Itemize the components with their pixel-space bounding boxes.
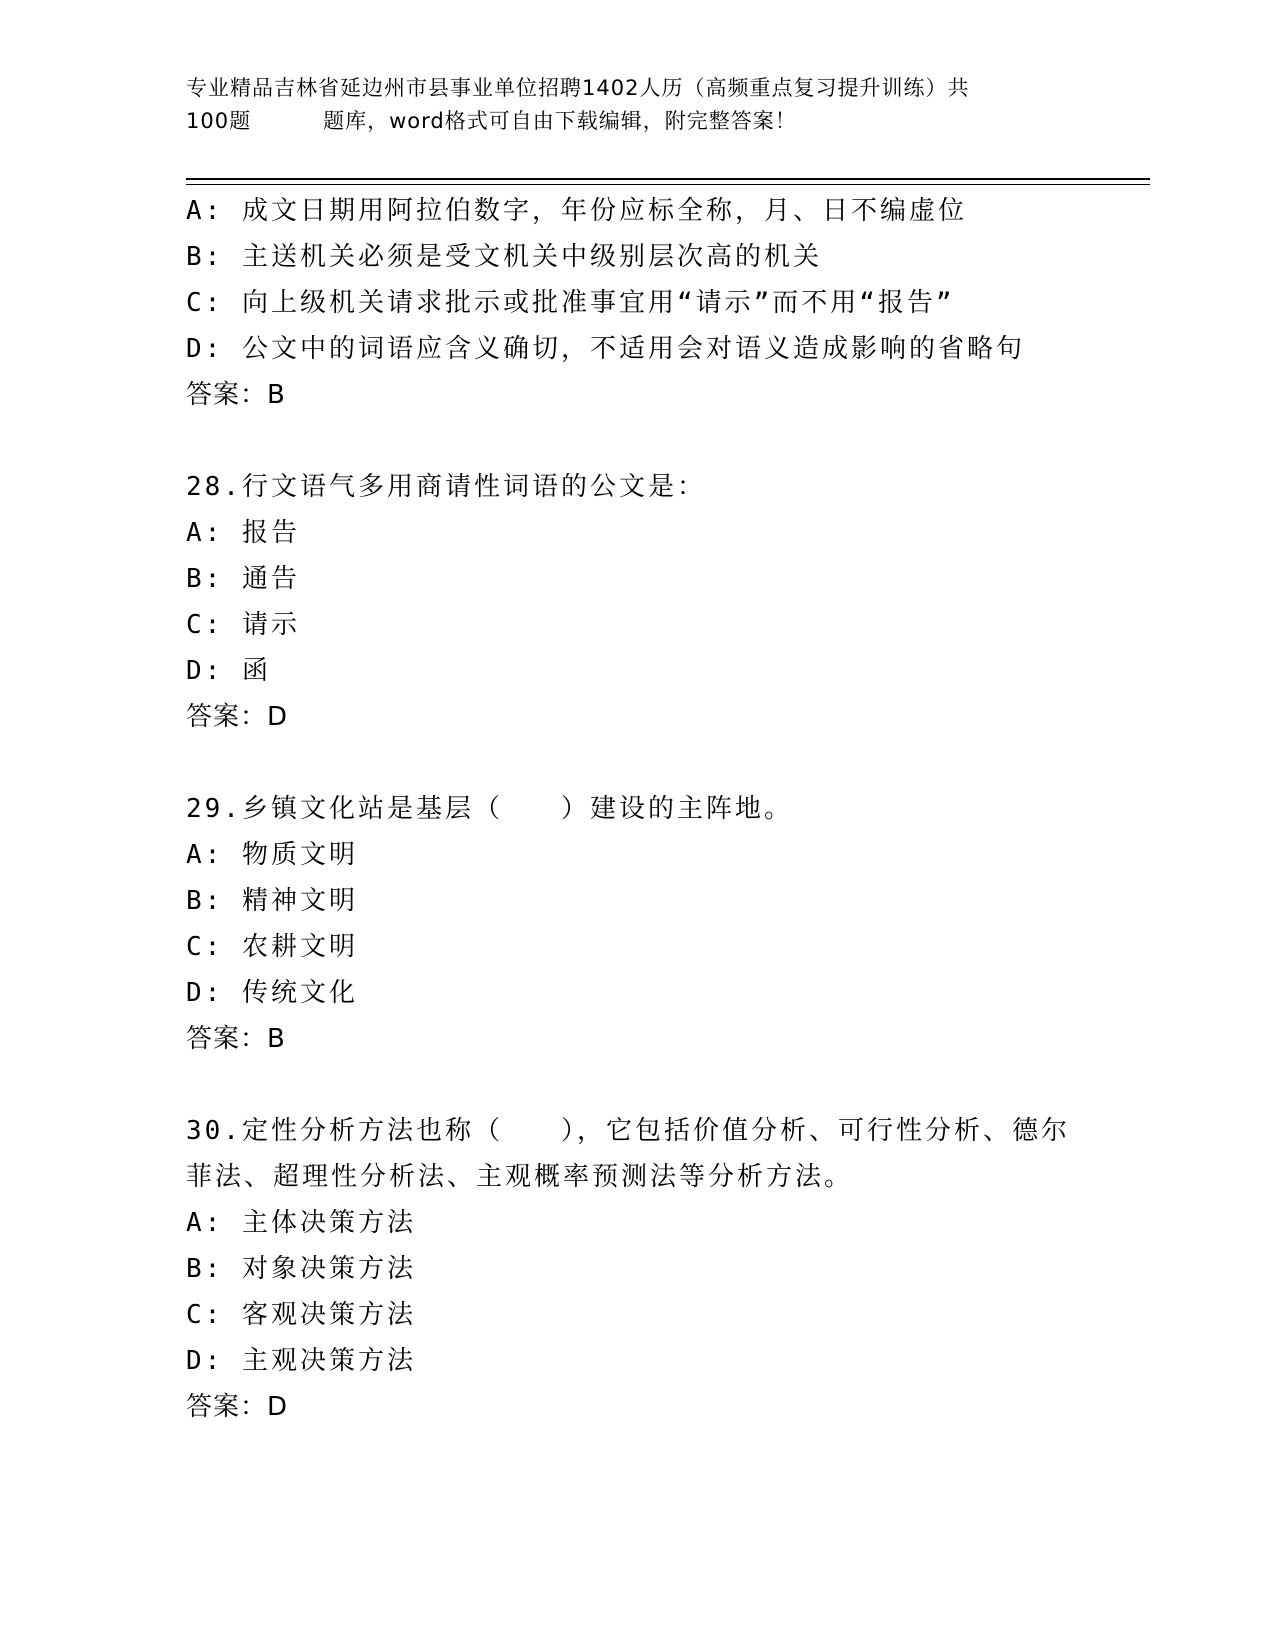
question-stem-line-1: 30.定性分析方法也称（ ），它包括价值分析、可行性分析、德尔	[186, 1116, 1070, 1146]
header-divider-thick	[186, 178, 1150, 180]
question-27	[186, 188, 1086, 418]
question-28	[186, 464, 1086, 740]
option-d: D: 公文中的词语应含义确切，不适用会对语义造成影响的省略句	[186, 334, 1025, 364]
question-stem: 28.行文语气多用商请性词语的公文是：	[186, 472, 706, 502]
answer: 答案：D	[186, 1392, 289, 1422]
option-d: D: 函	[186, 656, 271, 686]
option-c: C: 农耕文明	[186, 932, 358, 962]
question-stem-line-2: 菲法、超理性分析法、主观概率预测法等分析方法。	[186, 1162, 854, 1192]
answer: 答案：D	[186, 702, 289, 732]
option-a: A: 物质文明	[186, 840, 358, 870]
option-a: A: 成文日期用阿拉伯数字，年份应标全称，月、日不编虚位	[186, 196, 967, 226]
option-b: B: 对象决策方法	[186, 1254, 416, 1284]
option-b: B: 主送机关必须是受文机关中级别层次高的机关	[186, 242, 822, 272]
option-a: A: 报告	[186, 518, 300, 548]
option-d: D: 传统文化	[186, 978, 358, 1008]
question-stem: 29.乡镇文化站是基层（ ）建设的主阵地。	[186, 794, 793, 824]
question-30	[186, 1108, 1086, 1430]
document-header	[186, 72, 1086, 138]
option-c: C: 客观决策方法	[186, 1300, 416, 1330]
option-b: B: 通告	[186, 564, 300, 594]
header-divider-thin	[186, 184, 1150, 185]
header-line-1: 专业精品吉林省延边州市县事业单位招聘1402人历（高频重点复习提升训练）共	[186, 76, 970, 100]
header-count: 100题	[186, 109, 252, 133]
option-d: D: 主观决策方法	[186, 1346, 416, 1376]
question-list	[186, 188, 1086, 1430]
header-description: 题库，word格式可自由下载编辑，附完整答案！	[323, 109, 797, 133]
option-a: A: 主体决策方法	[186, 1208, 416, 1238]
answer: 答案：B	[186, 1024, 286, 1054]
answer: 答案：B	[186, 380, 286, 410]
option-b: B: 精神文明	[186, 886, 358, 916]
option-c: C: 请示	[186, 610, 300, 640]
question-29	[186, 786, 1086, 1062]
header-line-2	[186, 105, 1086, 138]
option-c: C: 向上级机关请求批示或批准事宜用“请示”而不用“报告”	[186, 288, 955, 318]
